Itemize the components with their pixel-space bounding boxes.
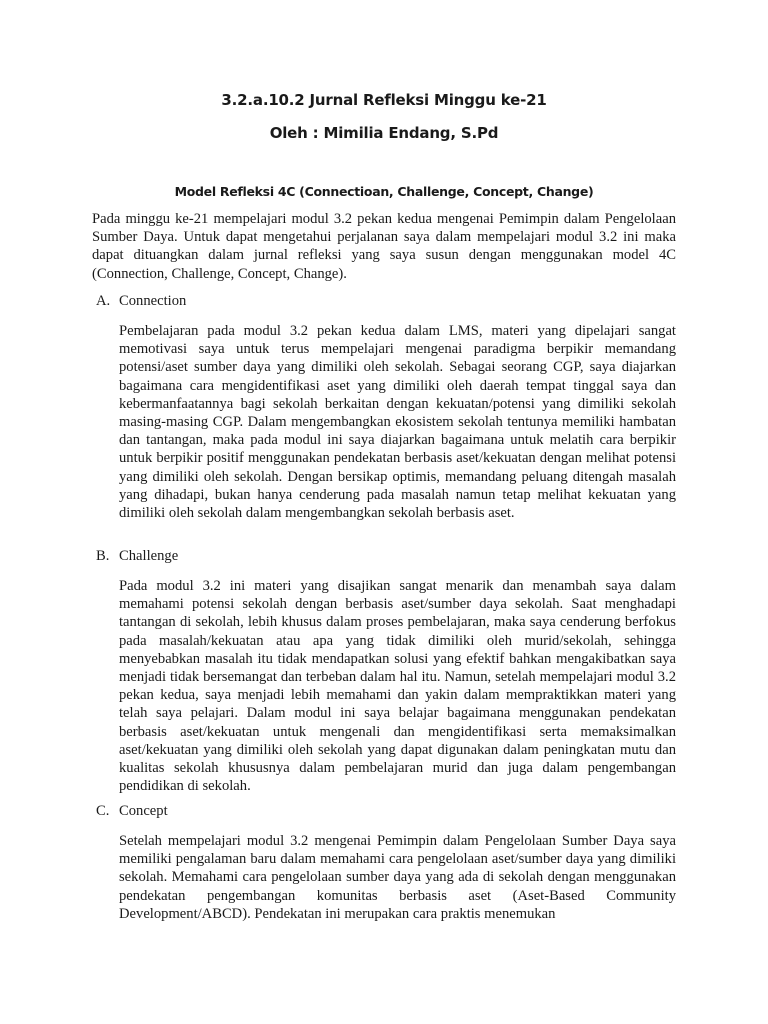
- section-a-letter: A.: [96, 293, 111, 309]
- section-b-title: Challenge: [119, 548, 179, 564]
- section-c-letter: C.: [96, 803, 110, 819]
- reflection-model-subtitle: Model Refleksi 4C (Connectioan, Challenge, Concept, Change): [174, 184, 594, 199]
- section-b-letter: B.: [96, 548, 110, 564]
- author-line: Oleh : Mimilia Endang, S.Pd: [269, 124, 499, 142]
- section-c-paragraph: Setelah mempelajari modul 3.2 mengenai Pemimpin dalam Pengelolaan Sumber Daya saya memiliki pengalaman baru dalam memahami cara pengelolaan aset/sumber daya yang dimiliki sekolah. Memahami cara pengelolaan sumber daya yang ada di sekolah dengan menggunakan pendekatan pengembangan komunitas berbasis aset (Aset-Based Community Development/ABCD). Pendekatan ini merupakan cara praktis menemukan: [119, 833, 676, 922]
- section-c-heading: [96, 803, 168, 820]
- section-a-heading: [96, 293, 186, 310]
- section-a-paragraph: Pembelajaran pada modul 3.2 pekan kedua dalam LMS, materi yang dipelajari sangat memotivasi saya untuk terus mempelajari mengenai paradigma berpikir memandang potensi/aset sumber daya yang dimiliki oleh sekolah. Sebagai seorang CGP, saya diajarkan bagaimana cara mengidentifikasi aset yang dimiliki oleh daerah tempat tinggal saya dan kebermanfaatannya bagi sekolah berkaitan dengan kekuatan/potensi yang dimiliki sekolah masing-masing CGP. Dalam mengembangkan ekosistem sekolah tentunya memiliki hambatan dan tantangan, maka pada modul ini saya diajarkan bagaimana untuk melatih cara berpikir untuk berpikir positif menggunakan pendekatan berbasis aset/kekuatan dengan melihat potensi yang dimiliki oleh sekolah. Dengan bersikap optimis, memandang peluang ditengah masalah yang dihadapi, bukan hanya cenderung pada masalah namun tetap melihat kekuatan yang dimiliki oleh sekolah dalam mengembangkan sekolah berbasis aset.: [119, 323, 676, 522]
- document-title: 3.2.a.10.2 Jurnal Refleksi Minggu ke-21: [221, 91, 547, 109]
- section-c-title: Concept: [119, 803, 168, 819]
- section-a-title: Connection: [119, 293, 187, 309]
- section-b-heading: [96, 548, 178, 565]
- intro-paragraph: Pada minggu ke-21 mempelajari modul 3.2 pekan kedua mengenai Pemimpin dalam Pengelolaan Sumber Daya. Untuk dapat mengetahui perjalanan saya dalam mempelajari modul 3.2 ini maka dapat dituangkan dalam jurnal refleksi yang saya susun dengan menggunakan model 4C (Connection, Challenge, Concept, Change).: [92, 211, 676, 282]
- section-b-paragraph: Pada modul 3.2 ini materi yang disajikan sangat menarik dan menambah saya dalam memahami potensi sekolah dengan berbasis aset/sumber daya sekolah. Saat menghadapi tantangan di sekolah, lebih khusus dalam proses pembelajaran, maka saya cenderung berfokus pada masalah/kekuatan atau apa yang tidak dimiliki oleh murid/sekolah, sehingga menyebabkan masalah itu tidak mendapatkan solusi yang efektif bahkan mengakibatkan saya menjadi tidak bersemangat dan terbeban dalam hal itu. Namun, setelah mempelajari modul 3.2 pekan kedua, saya menjadi lebih memahami dan yakin dalam mempraktikkan materi yang telah saya pelajari. Dalam modul ini saya belajar bagaimana menggunakan pendekatan berbasis aset/kekuatan untuk mengenali dan mengidentifikasi serta memaksimalkan aset/kekuatan yang dimiliki oleh sekolah yang dapat digunakan dalam peningkatan mutu dan kualitas sekolah khususnya dalam pembelajaran murid dan juga dalam pengembangan pendidikan di sekolah.: [119, 578, 676, 795]
